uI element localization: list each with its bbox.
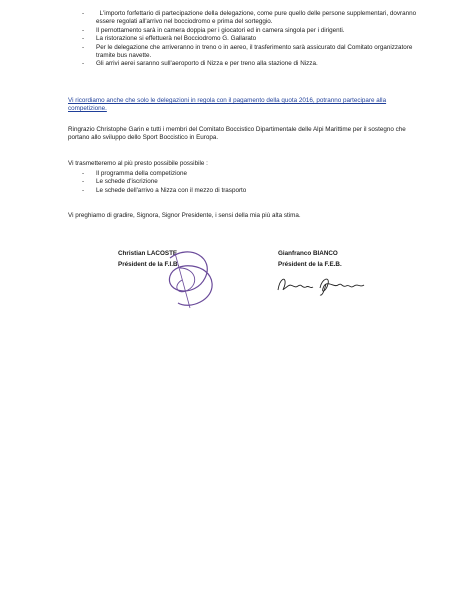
list-item-text: Il programma della competizione [96, 170, 187, 177]
list-item-text: La ristorazione si effettuerà nel Bocciodromo G. Gallarato [96, 35, 257, 43]
list-item [82, 178, 412, 186]
bullet-dash: - [82, 178, 85, 186]
list-item-text: L'importo forfettario di partecipazione della delegazione, come pure quello delle persone supplementari, dovranno essere regolati all'arrivo nel bocciodromo e prima del sorteggio. [96, 10, 417, 26]
list-item [82, 170, 412, 178]
list-item [82, 10, 427, 27]
list-intro: Vi trasmetteremo al più presto possibile possibile : [68, 160, 208, 167]
list-item [82, 44, 427, 61]
list-item-text: Il pernottamento sarà in camera doppia per i giocatori ed in camera singola per i dirigenti. [96, 26, 345, 34]
list-item-text: Gli arrivi aerei saranno sull'aeroporto di Nizza e per treno alla stazione di Nizza. [96, 60, 318, 68]
list-item [82, 187, 412, 195]
conditions-list [82, 10, 427, 69]
list-item-text: Per le delegazione che arriveranno in treno o in aereo, il trasferimento sarà assicurato dal Comitato organizzatore tramite bus navette. [96, 43, 413, 60]
handwritten-signature-left [150, 238, 230, 318]
thanks-paragraph: Ringrazio Christophe Garin e tutti i membri del Comitato Boccistico Dipartimentale delle Alpi Marittime per il sostegno che portano allo sviluppo dello Sport Boccistico in Europa. [68, 126, 406, 142]
list-item [82, 35, 427, 43]
signatory-name: Gianfranco BIANCO [278, 250, 338, 257]
bullet-dash: - [82, 43, 85, 51]
list-item-text: Le schede d'iscrizione [96, 178, 158, 186]
bullet-dash: - [82, 60, 85, 68]
bullet-dash: - [82, 26, 85, 34]
list-item [82, 27, 427, 35]
signatory-name: Christian LACOSTE [118, 250, 178, 257]
list-item [82, 60, 427, 68]
signature-block-right [278, 248, 342, 270]
signatory-title: Président de la F.I.B. [118, 261, 180, 268]
payment-notice: Vi ricordiamo anche che solo le delegazioni in regola con il pagamento della quota 2016, potranno partecipare alla competizione. [68, 97, 387, 113]
handwritten-signature-right [276, 274, 366, 296]
bullet-dash: - [82, 186, 85, 194]
bullet-dash: - [82, 170, 85, 177]
bullet-dash: - [82, 35, 85, 43]
signatory-title: Président de la F.E.B. [278, 261, 342, 268]
bullet-dash: - [82, 10, 85, 17]
closing-paragraph: Vi preghiamo di gradire, Signora, Signor Presidente, i sensi della mia più alta stima. [68, 212, 301, 219]
list-item-text: Le schede dell'arrivo a Nizza con il mezzo di trasporto [96, 186, 247, 194]
documents-list [82, 170, 412, 195]
